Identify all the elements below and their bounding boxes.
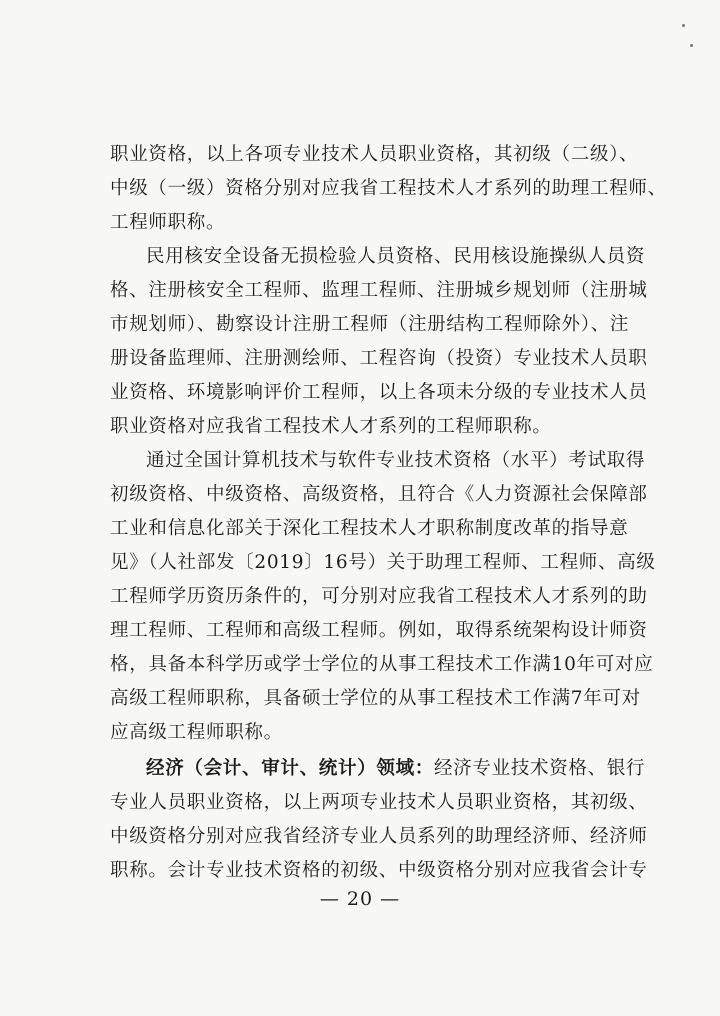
paragraph-4-line-1-text: 经济专业技术资格、银行 — [434, 758, 646, 779]
paragraph-4-line-3: 中级资格分别对应我省经济专业人员系列的助理经济师、经济师 — [110, 826, 648, 847]
paragraph-2-line-5: 业资格、环境影响评价工程师，以上各项未分级的专业技术人员 — [110, 382, 648, 403]
paragraph-2-line-3: 市规划师）、勘察设计注册工程师（注册结构工程师除外）、注 — [110, 314, 630, 335]
paragraph-3-line-5: 工程师学历资历条件的，可分别对应我省工程技术人才系列的助 — [110, 586, 648, 607]
paragraph-4-line-4: 职称。会计专业技术资格的初级、中级资格分别对应我省会计专 — [110, 860, 648, 881]
paragraph-3-line-9: 应高级工程师职称。 — [110, 722, 283, 743]
paragraph-2-line-4: 册设备监理师、注册测绘师、工程咨询（投资）专业技术人员职 — [110, 348, 648, 369]
paragraph-3-line-6: 理工程师、工程师和高级工程师。例如，取得系统架构设计师资 — [110, 620, 648, 641]
section-heading-economics: 经济（会计、审计、统计）领域： — [146, 758, 435, 779]
paragraph-2-line-1: 民用核安全设备无损检验人员资格、民用核设施操纵人员资 — [146, 246, 646, 267]
paragraph-1-line-2: 中级（一级）资格分别对应我省工程技术人才系列的助理工程师、 — [110, 178, 667, 199]
paragraph-4-line-2: 专业人员职业资格，以上两项专业技术人员职业资格，其初级、 — [110, 792, 648, 813]
paragraph-3-line-2: 初级资格、中级资格、高级资格，且符合《人力资源社会保障部 — [110, 484, 648, 505]
paragraph-3-line-4: 见》（人社部发〔2019〕16号）关于助理工程师、工程师、高级 — [110, 552, 656, 573]
scan-dot-mark — [690, 44, 693, 47]
paragraph-3-line-3: 工业和信息化部关于深化工程技术人才职称制度改革的指导意 — [110, 518, 629, 539]
paragraph-2-line-2: 格、注册核安全工程师、监理工程师、注册城乡规划师（注册城 — [110, 280, 648, 301]
scan-dot-mark — [682, 24, 685, 27]
paragraph-4-line-1 — [146, 752, 666, 786]
page-number: — 20 — — [319, 888, 401, 910]
paragraph-3-line-8: 高级工程师职称，具备硕士学位的从事工程技术工作满7年可对 — [110, 688, 641, 709]
paragraph-3-line-7: 格，具备本科学历或学士学位的从事工程技术工作满10年可对应 — [110, 654, 654, 675]
paragraph-2-line-6: 职业资格对应我省工程技术人才系列的工程师职称。 — [110, 416, 552, 437]
paragraph-3-line-1: 通过全国计算机技术与软件专业技术资格（水平）考试取得 — [146, 450, 646, 471]
paragraph-1-line-3: 工程师职称。 — [110, 212, 226, 233]
paragraph-1-line-1: 职业资格，以上各项专业技术人员职业资格，其初级（二级）、 — [110, 144, 639, 165]
